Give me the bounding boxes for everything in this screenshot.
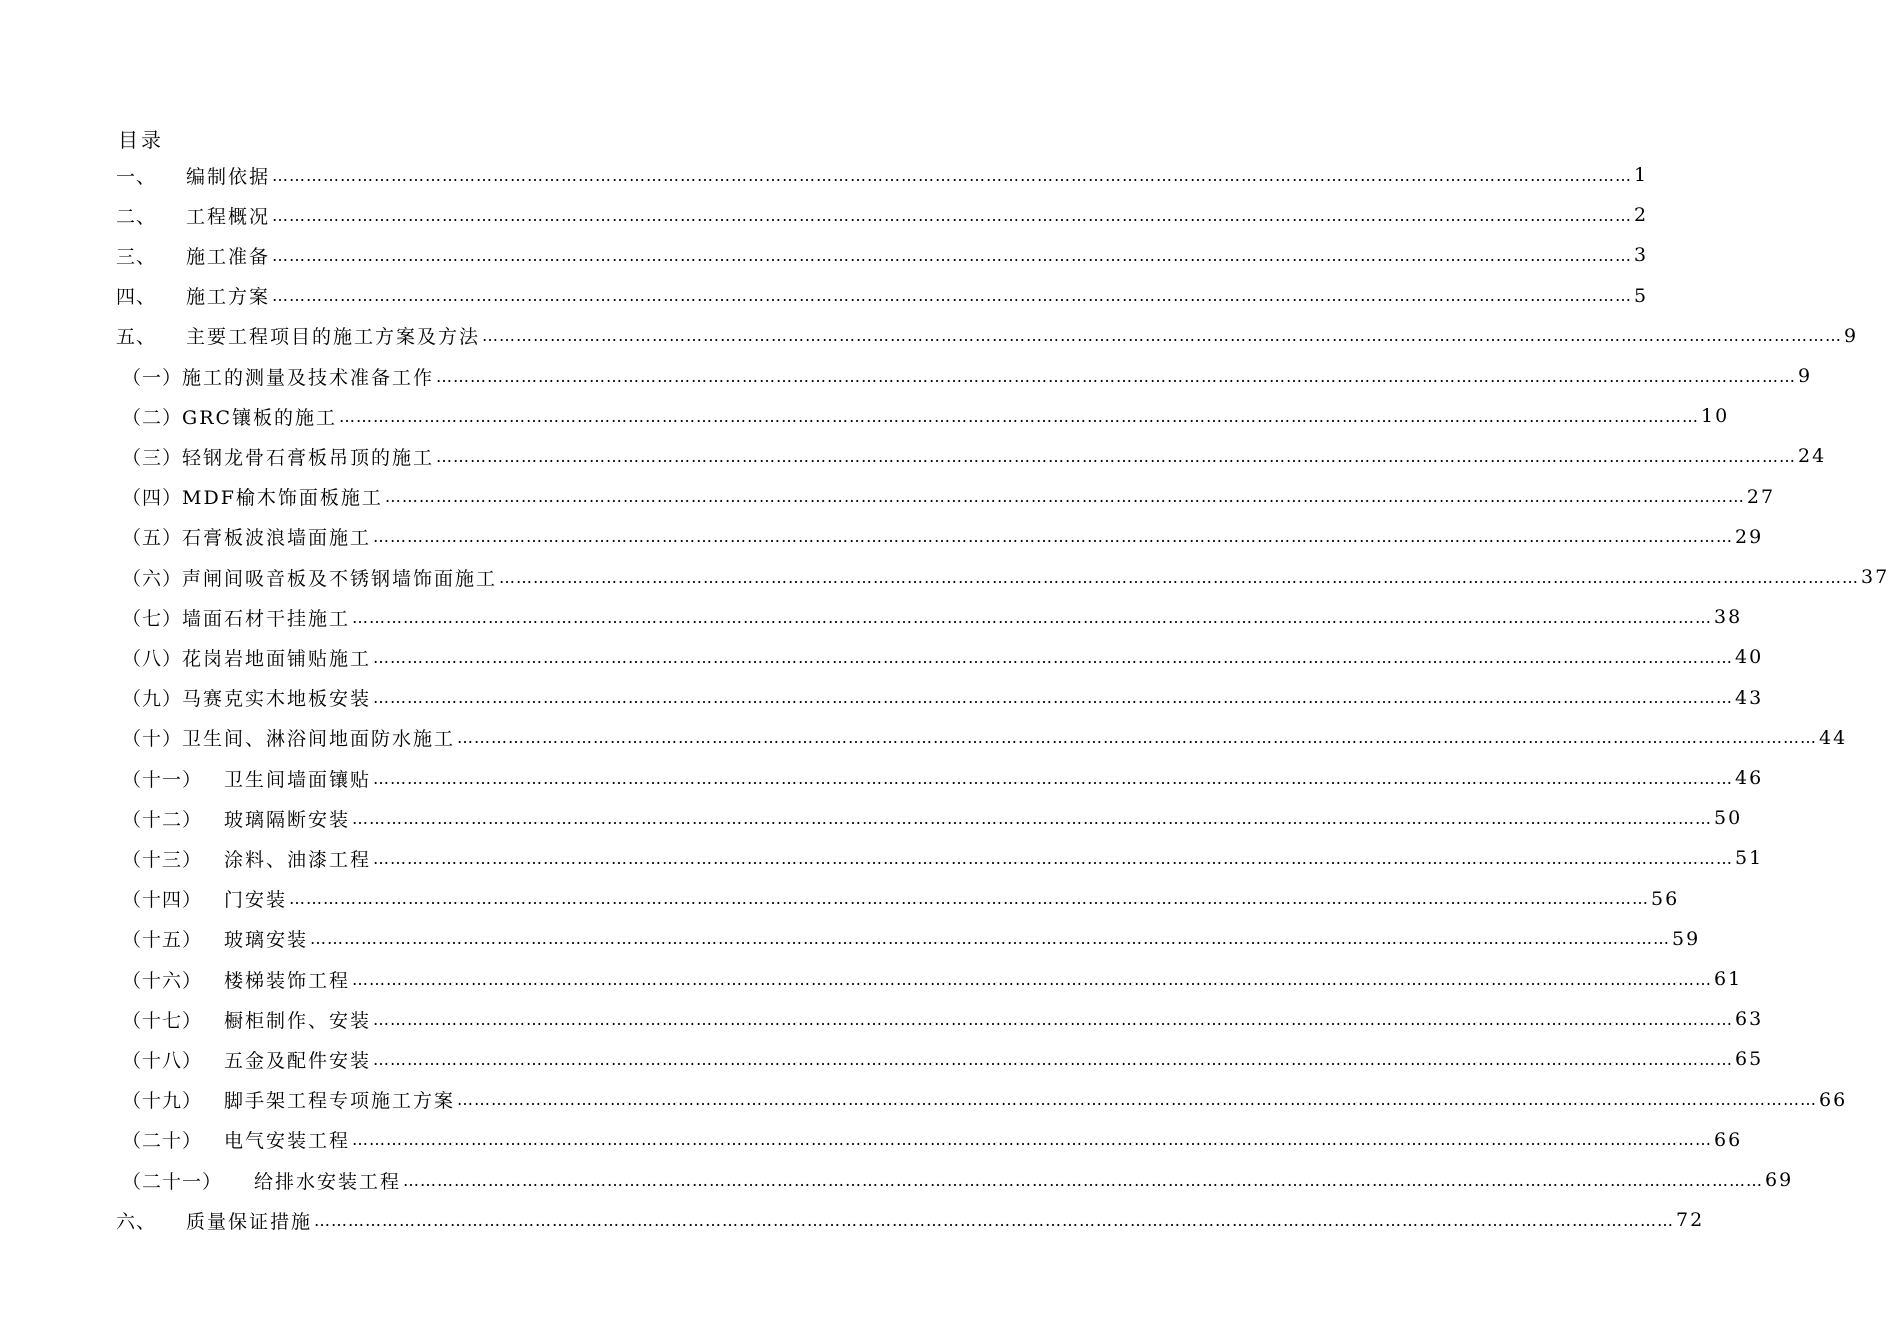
toc-entry-number: （十九） [122,1090,203,1113]
toc-entry-number: （十） [122,728,183,751]
toc-entry[interactable] [116,1203,1705,1237]
toc-entry-text: MDF榆木饰面板施工 [182,487,383,510]
toc-entry-text: 给排水安装工程 [254,1170,402,1193]
toc-entry-number: （六） [122,567,183,590]
dot-leader: …………………………………………………………………………………………………………………………………………………………………………………………………………………… [482,326,1843,346]
toc-entry-label [122,684,371,711]
toc-entry-number: 五、 [116,326,157,349]
toc-entry-number: 一、 [116,165,157,188]
dot-leader: …………………………………………………………………………………………………………………………………………………………………………………………………………………… [373,647,1734,667]
toc-entry[interactable] [122,359,1813,393]
toc-entry-page: 9 [1844,324,1859,347]
toc-entry-label [122,363,434,390]
toc-entry-label [122,483,383,510]
toc-entry-label [122,765,371,792]
toc-entry-label [122,724,455,751]
toc-entry-label [116,202,270,229]
toc-entry-number: （二十） [122,1130,203,1153]
toc-entry-label [116,1207,312,1234]
toc-entry-label [116,162,270,189]
toc-entry-label [122,966,350,993]
toc-entry-label [122,403,337,430]
dot-leader: …………………………………………………………………………………………………………………………………………………………………………………………………………………… [272,286,1633,306]
dot-leader: …………………………………………………………………………………………………………………………………………………………………………………………………………………… [499,567,1860,587]
toc-entry-text: 涂料、油漆工程 [224,848,372,871]
toc-entry-text: 门安装 [224,889,288,912]
toc-entry-page: 24 [1798,445,1827,468]
toc-entry-label [116,322,480,349]
toc-entry-text: 声闸间吸音板及不锈钢墙饰面施工 [182,567,498,590]
toc-entry-text: 马赛克实木地板安装 [182,688,372,711]
toc-entry-page: 5 [1634,284,1649,307]
toc-title: 目录 [118,128,164,152]
dot-leader: …………………………………………………………………………………………………………………………………………………………………………………………………………………… [339,406,1700,426]
toc-entry-page: 29 [1735,525,1764,548]
toc-entry[interactable] [116,198,1649,232]
toc-entry-number: （十四） [122,889,203,912]
toc-entry-number: 二、 [116,205,157,228]
toc-entry-number: （七） [122,607,183,630]
toc-entry-text: 施工准备 [186,245,271,268]
toc-entry-text: 卫生间墙面镶贴 [224,768,372,791]
toc-entry-page: 37 [1861,566,1889,588]
toc-entry[interactable] [122,962,1743,996]
toc-entry-number: （十七） [122,1009,203,1032]
toc-entry-label [122,604,350,631]
toc-entry-number: 三、 [116,245,157,268]
toc-entry-label [122,523,371,550]
toc-entry-label [116,282,270,309]
toc-entry-page: 38 [1714,606,1743,629]
toc-entry-page: 69 [1765,1169,1794,1191]
toc-entry-number: 六、 [116,1210,157,1233]
toc-entry[interactable] [122,761,1764,795]
toc-entry-text: 轻钢龙骨石膏板吊顶的施工 [182,446,435,469]
dot-leader: …………………………………………………………………………………………………………………………………………………………………………………………………………………… [272,205,1633,225]
toc-entry-text: 石膏板波浪墙面施工 [182,527,372,550]
toc-entry-label [122,443,434,470]
toc-entry-page: 72 [1676,1209,1705,1232]
dot-leader: …………………………………………………………………………………………………………………………………………………………………………………………………………………… [352,1130,1713,1150]
toc-entry[interactable] [122,399,1730,433]
toc-entry-page: 63 [1735,1008,1764,1031]
toc-entry[interactable] [122,600,1743,634]
toc-entry-page: 51 [1735,847,1764,870]
toc-entry-number: （十二） [122,808,203,831]
toc-entry-page: 56 [1651,887,1680,910]
toc-entry-page: 66 [1819,1088,1848,1111]
toc-entry-text: 脚手架工程专项施工方案 [224,1090,456,1113]
toc-entry[interactable] [122,721,1848,755]
toc-entry-number: （九） [122,688,183,711]
toc-entry-text: 主要工程项目的施工方案及方法 [186,326,481,349]
toc-entry[interactable] [116,279,1649,313]
toc-entry-text: 花岗岩地面铺贴施工 [182,647,372,670]
toc-entry[interactable] [122,560,1889,594]
dot-leader: …………………………………………………………………………………………………………………………………………………………………………………………………………………… [373,1009,1734,1029]
toc-entry[interactable] [122,922,1701,956]
toc-entry-label [122,1006,371,1033]
toc-entry[interactable] [122,841,1764,875]
toc-entry-page: 43 [1735,686,1764,709]
dot-leader: …………………………………………………………………………………………………………………………………………………………………………………………………………………… [314,1210,1675,1230]
toc-entry-number: （十八） [122,1049,203,1072]
dot-leader: …………………………………………………………………………………………………………………………………………………………………………………………………………………… [436,366,1797,386]
toc-entry-text: 玻璃安装 [224,929,309,952]
toc-entry[interactable] [122,1163,1794,1197]
dot-leader: …………………………………………………………………………………………………………………………………………………………………………………………………………………… [272,165,1633,185]
toc-entry-text: 卫生间、淋浴间地面防水施工 [182,728,456,751]
dot-leader: …………………………………………………………………………………………………………………………………………………………………………………………………………………… [352,969,1713,989]
toc-entry[interactable] [122,480,1776,514]
toc-entry-text: 编制依据 [186,165,271,188]
toc-entry-number: （五） [122,527,183,550]
toc-entry-page: 1 [1634,164,1649,186]
toc-entry-text: 玻璃隔断安装 [224,808,351,831]
toc-entry-text: 五金及配件安装 [224,1049,372,1072]
toc-entry-number: 四、 [116,286,157,309]
toc-entry[interactable] [122,801,1743,835]
toc-entry-page: 65 [1735,1048,1764,1071]
toc-entry[interactable] [122,520,1764,554]
toc-entry-number: （十六） [122,969,203,992]
toc-entry-page: 2 [1634,204,1649,227]
dot-leader: …………………………………………………………………………………………………………………………………………………………………………………………………………………… [436,446,1797,466]
toc-entry-number: （八） [122,647,183,670]
dot-leader: …………………………………………………………………………………………………………………………………………………………………………………………………………………… [373,527,1734,547]
toc-entry-label [116,242,270,269]
dot-leader: …………………………………………………………………………………………………………………………………………………………………………………………………………………… [289,889,1650,909]
dot-leader: …………………………………………………………………………………………………………………………………………………………………………………………………………………… [352,607,1713,627]
toc-entry-page: 9 [1798,365,1813,387]
toc-entry[interactable] [122,681,1764,715]
toc-entry-number: （二） [122,406,183,429]
toc-entry-text: 质量保证措施 [186,1210,313,1233]
toc-entry-text: 电气安装工程 [224,1130,351,1153]
toc-entry-number: （二十一） [122,1170,223,1193]
toc-entry[interactable] [116,319,1859,353]
toc-entry-number: （十五） [122,929,203,952]
dot-leader: …………………………………………………………………………………………………………………………………………………………………………………………………………………… [310,929,1671,949]
toc-entry-page: 44 [1819,726,1848,749]
dot-leader: …………………………………………………………………………………………………………………………………………………………………………………………………………………… [403,1170,1764,1190]
toc-entry-label [122,564,497,591]
toc-entry-label [122,925,308,952]
toc-entry[interactable] [122,640,1764,674]
toc-entry-page: 59 [1672,927,1701,950]
dot-leader: …………………………………………………………………………………………………………………………………………………………………………………………………………………… [457,1090,1818,1110]
toc-entry-label [122,1086,455,1113]
toc-entry-text: 施工的测量及技术准备工作 [182,366,435,389]
toc-entry-number: （十一） [122,768,203,791]
toc-entry-label [122,1126,350,1153]
toc-entry-page: 3 [1634,244,1649,267]
toc-entry[interactable] [122,1002,1764,1036]
toc-entry-label [122,845,371,872]
toc-entry-text: 墙面石材干挂施工 [182,607,351,630]
toc-entry-page: 10 [1701,405,1730,428]
toc-entry-page: 40 [1735,646,1764,669]
toc-entry[interactable] [122,1123,1743,1157]
toc-entry-label [122,805,350,832]
toc-entry-text: 工程概况 [186,205,271,228]
toc-entry-number: （十三） [122,848,203,871]
toc-entry-text: 施工方案 [186,286,271,309]
toc-entry-label [122,1167,401,1194]
toc-entry-page: 50 [1714,807,1743,830]
toc-entry[interactable] [122,1042,1764,1076]
dot-leader: …………………………………………………………………………………………………………………………………………………………………………………………………………………… [272,245,1633,265]
toc-entry-number: （一） [122,366,183,389]
dot-leader: …………………………………………………………………………………………………………………………………………………………………………………………………………………… [457,728,1818,748]
dot-leader: …………………………………………………………………………………………………………………………………………………………………………………………………………………… [384,487,1745,507]
toc-entry[interactable] [116,238,1649,272]
toc-entry-number: （三） [122,446,183,469]
dot-leader: …………………………………………………………………………………………………………………………………………………………………………………………………………………… [373,1049,1734,1069]
toc-entry-label [122,885,287,912]
dot-leader: …………………………………………………………………………………………………………………………………………………………………………………………………………………… [373,688,1734,708]
toc-entry-text: GRC镶板的施工 [182,406,338,429]
dot-leader: …………………………………………………………………………………………………………………………………………………………………………………………………………………… [373,768,1734,788]
toc-entry[interactable] [122,1083,1848,1117]
dot-leader: …………………………………………………………………………………………………………………………………………………………………………………………………………………… [373,848,1734,868]
toc-entry-page: 27 [1746,485,1776,508]
toc-entry-number: （四） [122,487,183,510]
toc-entry-page: 46 [1735,767,1764,789]
toc-entry-text: 橱柜制作、安装 [224,1009,372,1032]
toc-entry-label [122,1046,371,1073]
toc-entry-label [122,644,371,671]
toc-entry[interactable] [122,882,1680,916]
toc-entry-page: 61 [1714,968,1743,990]
toc-entry-text: 楼梯装饰工程 [224,969,351,992]
toc-entry-page: 66 [1714,1128,1743,1151]
toc-entry[interactable] [116,158,1649,192]
toc-entry[interactable] [122,439,1827,473]
dot-leader: …………………………………………………………………………………………………………………………………………………………………………………………………………………… [352,808,1713,828]
